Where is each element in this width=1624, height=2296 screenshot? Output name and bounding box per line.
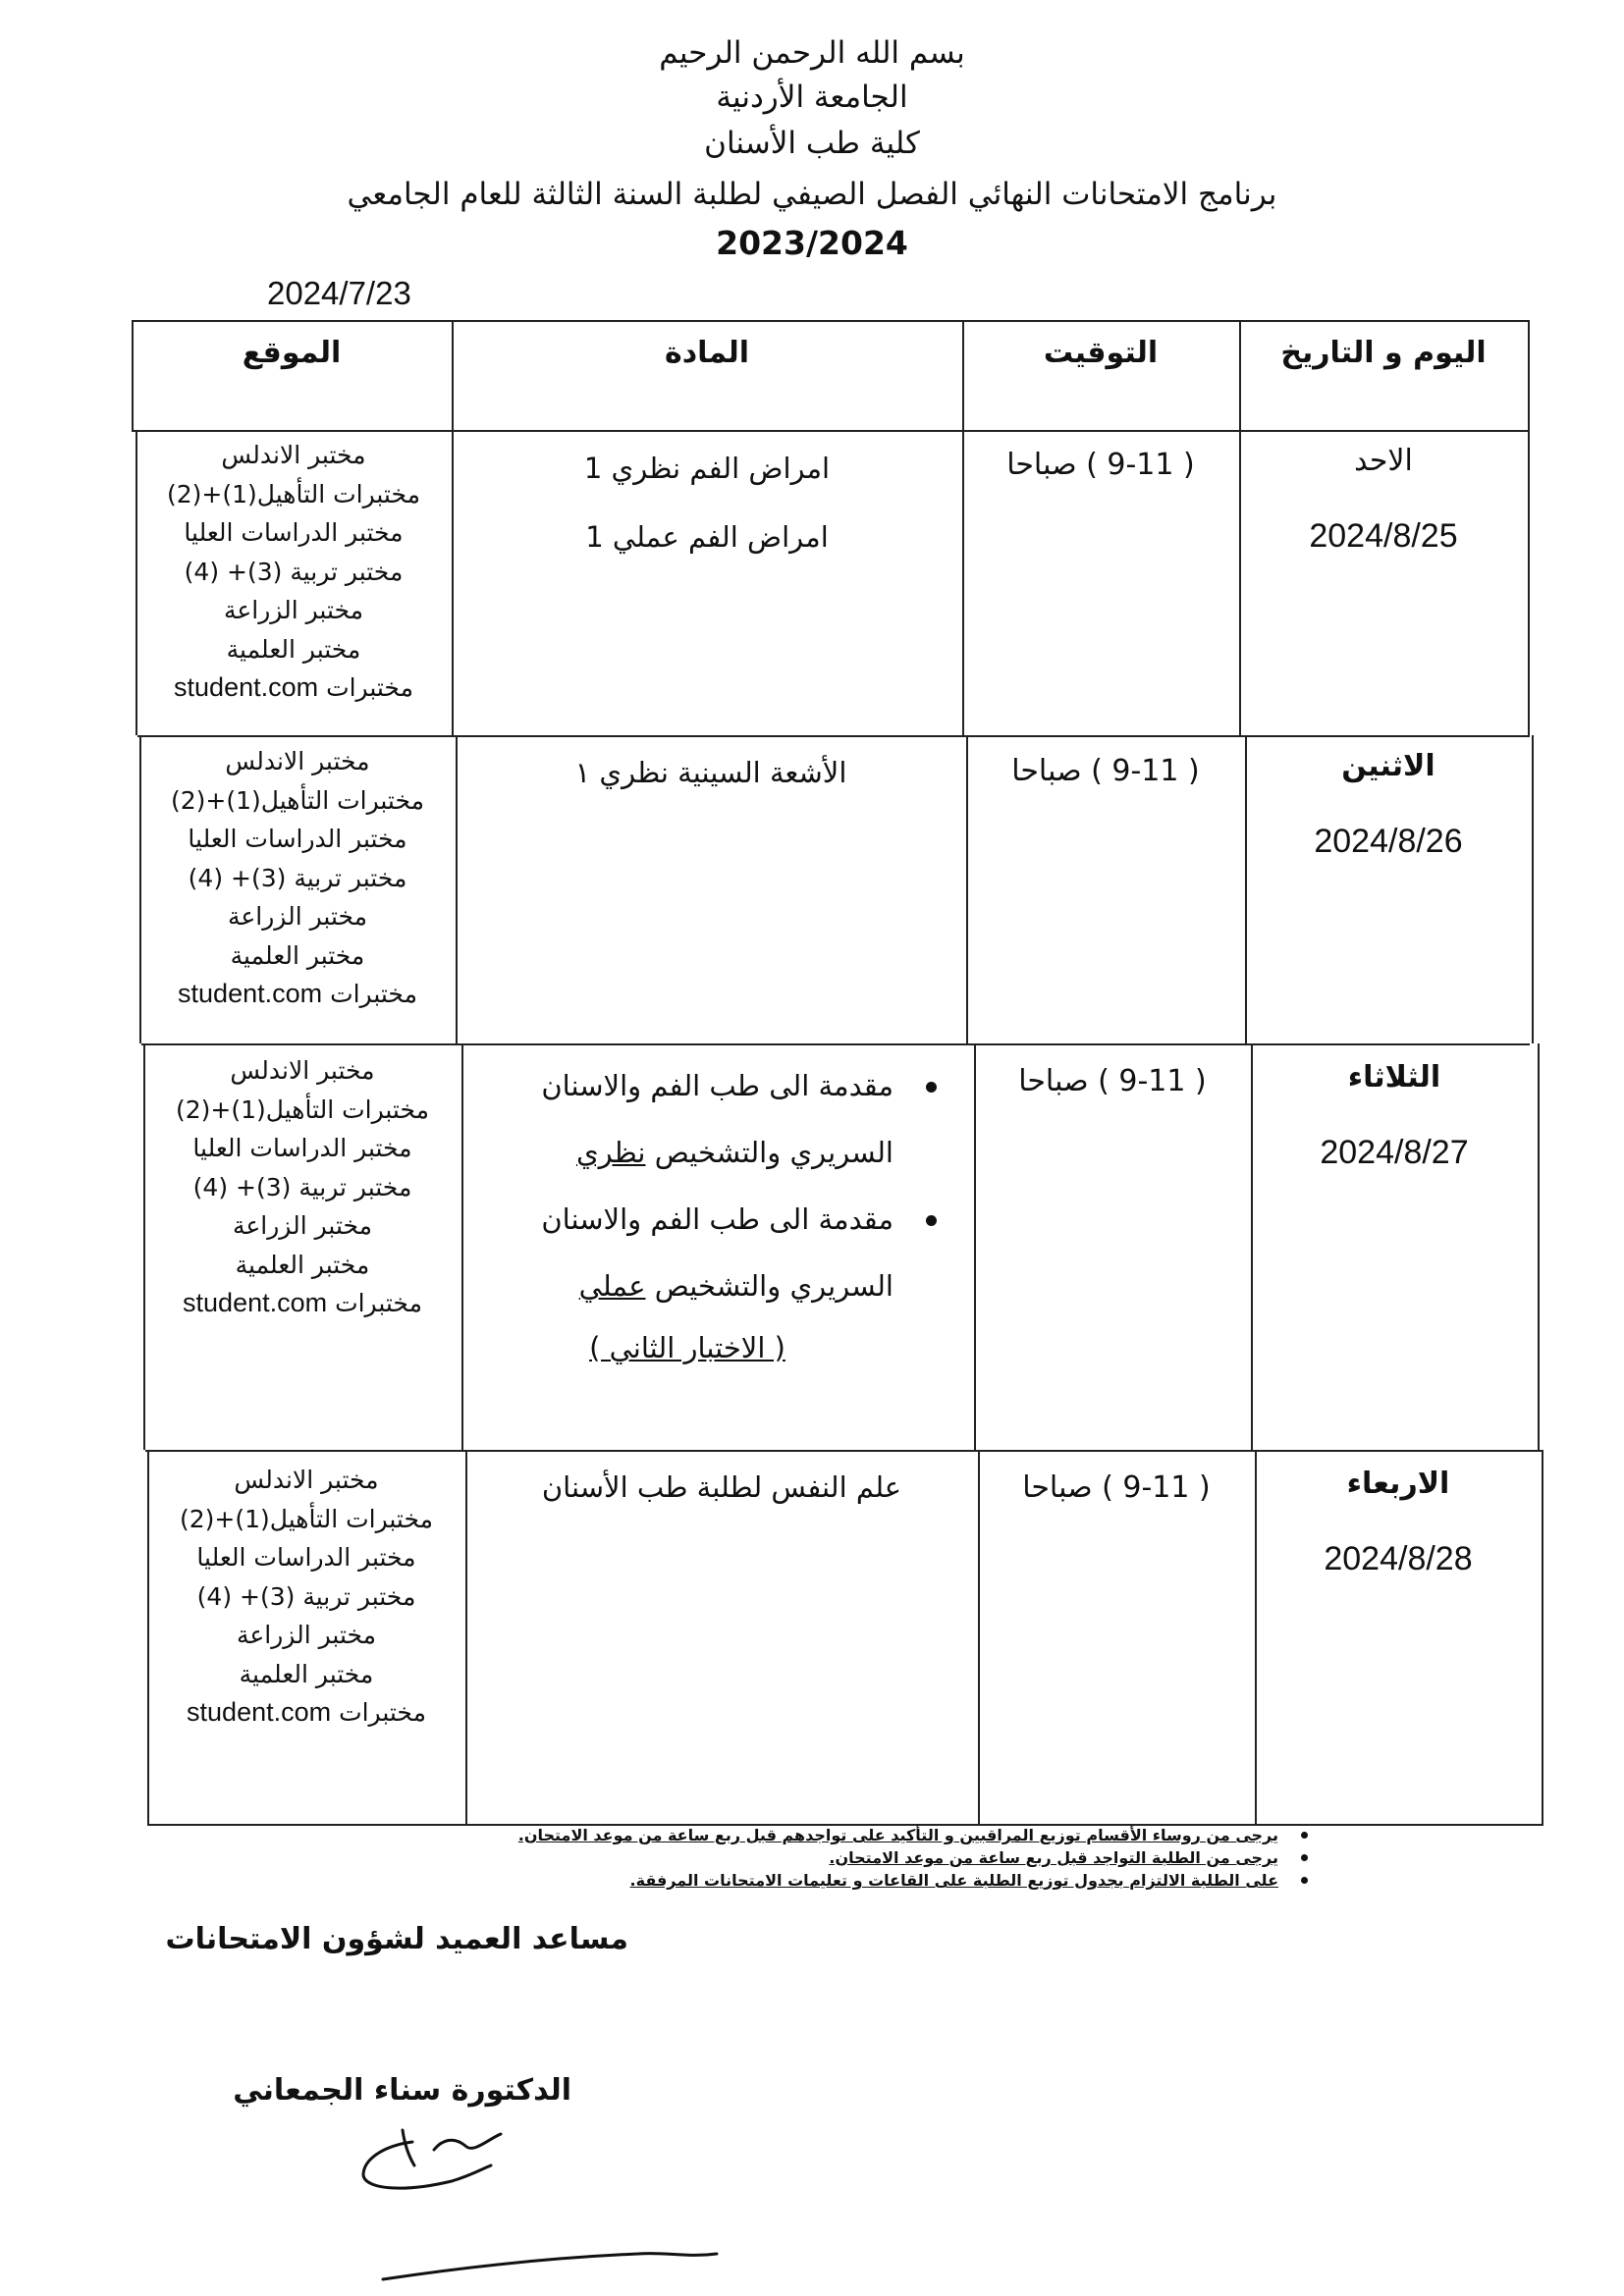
- note-text: يرجى من الطلبة التواجد قبل ربع ساعة من موعد الامتحان.: [829, 1848, 1278, 1867]
- location-line: مختبر تربية (3)+ (4): [184, 557, 404, 586]
- subject-line: مقدمة الى طب الفم والاسنان: [541, 1069, 893, 1102]
- col-line: [1532, 735, 1534, 1043]
- location-site: student.com: [174, 672, 319, 702]
- table-row-1-location: [135, 436, 452, 708]
- location-line: مختبرات التأهيل(1)+(2): [175, 1095, 430, 1124]
- location-line: مختبر الاندلس: [225, 747, 370, 775]
- subject-line: مقدمة الى طب الفم والاسنان: [541, 1202, 893, 1236]
- table-row-2-day-date: [1245, 749, 1532, 861]
- subject-line-2: [511, 1119, 893, 1186]
- location-line: مختبر الزراعة: [236, 1621, 377, 1649]
- table-row-2-location: [139, 742, 456, 1014]
- basmala: بسم الله الرحمن الرحيم: [659, 35, 965, 71]
- location-line: مختبرات التأهيل(1)+(2): [179, 1504, 434, 1533]
- table-row-4-day-date: [1255, 1467, 1542, 1578]
- table-row-4-location: [147, 1461, 465, 1733]
- subject-bullet-list: [511, 1052, 943, 1319]
- col-line: [1542, 1450, 1543, 1826]
- subject-line: السريري والتشخيص: [654, 1269, 893, 1303]
- location-line: مختبرات التأهيل(1)+(2): [170, 785, 425, 815]
- table-border-top: [132, 320, 1530, 322]
- subject-label: علم النفس لطلبة طب الأسنان: [541, 1470, 902, 1504]
- row-separator: [141, 1043, 1530, 1045]
- location-line: مختبر العلمية: [235, 1250, 370, 1279]
- bullet-icon: [1301, 1832, 1308, 1839]
- header-separator: [132, 430, 1530, 432]
- location-line: مختبر الاندلس: [221, 441, 366, 469]
- subject-label: امراض الفم عملي 1: [585, 520, 829, 554]
- date-label: 2024/8/25: [1309, 517, 1458, 555]
- notes-list: [330, 1824, 1312, 1892]
- col-line: [1528, 320, 1530, 735]
- date-label: 2024/8/28: [1324, 1540, 1473, 1577]
- handwritten-signature: [344, 2110, 756, 2287]
- row-separator: [137, 735, 1530, 737]
- row-separator: [145, 1450, 1543, 1452]
- table-row-1-subject: [452, 434, 962, 571]
- location-line: مختبر الدراسات العليا: [184, 518, 404, 547]
- location-word: مختبرات: [330, 980, 417, 1008]
- list-item: [330, 1824, 1312, 1846]
- date-label: 2024/8/26: [1314, 823, 1463, 860]
- signatory-role: مساعد العميد لشؤون الامتحانات: [165, 1922, 628, 1956]
- note-text: على الطلبة الالتزام بجدول توزيع الطلبة على القاعات و تعليمات الامتحانات المرفقة.: [629, 1871, 1278, 1890]
- location-line-last: [135, 668, 452, 708]
- table-row-3-location: [143, 1051, 461, 1323]
- location-line: مختبر العلمية: [226, 634, 361, 664]
- subject-label: امراض الفم نظري 1: [583, 452, 831, 485]
- location-site: student.com: [187, 1697, 332, 1727]
- table-row-4-subject: [465, 1453, 978, 1522]
- subject-line-2: [511, 1253, 893, 1319]
- subject-type: عملي: [578, 1269, 646, 1303]
- location-line: مختبر الزراعة: [227, 902, 368, 931]
- header-location: الموقع: [242, 336, 342, 370]
- location-line: مختبر الدراسات العليا: [192, 1134, 412, 1162]
- day-label: الاثنين: [1341, 749, 1435, 783]
- time-label: ( 9-11 ) صباحا: [1011, 754, 1200, 788]
- table-row-1-day-date: [1239, 444, 1528, 556]
- university-name: الجامعة الأردنية: [716, 80, 908, 115]
- location-line: مختبر العلمية: [239, 1659, 374, 1688]
- time-label: ( 9-11 ) صباحا: [1018, 1064, 1207, 1098]
- time-label: ( 9-11 ) صباحا: [1022, 1470, 1211, 1505]
- location-line: مختبر الاندلس: [230, 1056, 375, 1085]
- location-site: student.com: [183, 1288, 328, 1317]
- academic-year: 2023/2024: [716, 224, 908, 262]
- location-line: مختبر الاندلس: [234, 1466, 379, 1494]
- subject-type: نظري: [575, 1136, 646, 1169]
- table-row-2-subject: [456, 738, 966, 807]
- location-line: مختبرات التأهيل(1)+(2): [166, 479, 421, 508]
- location-line: مختبر تربية (3)+ (4): [188, 863, 407, 892]
- bullet-icon: [1301, 1877, 1308, 1884]
- program-title: برنامج الامتحانات النهائي الفصل الصيفي لطلبة السنة الثالثة للعام الجامعي: [347, 177, 1277, 212]
- header-subject: المادة: [664, 336, 750, 370]
- list-item: [330, 1869, 1312, 1892]
- col-line: [962, 320, 964, 735]
- bullet-icon: [1301, 1854, 1308, 1861]
- faculty-name: كلية طب الأسنان: [704, 126, 920, 161]
- signatory-name: الدكتورة سناء الجمعاني: [233, 2073, 571, 2108]
- table-row-3-day-date: [1251, 1060, 1538, 1172]
- location-line: مختبر تربية (3)+ (4): [192, 1172, 412, 1201]
- location-line: مختبر تربية (3)+ (4): [196, 1581, 416, 1611]
- location-line: مختبر العلمية: [230, 940, 365, 970]
- document-date: 2024/7/23: [267, 275, 411, 311]
- col-line: [1538, 1043, 1540, 1450]
- col-line: [978, 1450, 980, 1824]
- list-item: [330, 1846, 1312, 1869]
- location-word: مختبرات: [326, 673, 413, 702]
- list-item: [511, 1186, 943, 1319]
- exam-note: ( الاختبار الثاني ): [589, 1331, 785, 1364]
- col-line: [461, 1043, 463, 1450]
- subject-label: الأشعة السينية نظري ١: [574, 756, 847, 789]
- header-day-date: اليوم و التاريخ: [1280, 336, 1487, 370]
- col-line: [974, 1043, 976, 1450]
- day-label: الاربعاء: [1346, 1467, 1450, 1501]
- location-line-last: [147, 1693, 465, 1733]
- location-line-last: [143, 1284, 461, 1323]
- note-text: يرجى من روساء الأقسام توزيع المراقبين و التأكيد على تواجدهم قبل ربع ساعة من موعد الامتحان.: [517, 1826, 1278, 1844]
- location-line: مختبر الدراسات العليا: [196, 1543, 416, 1572]
- bullet-icon: [926, 1215, 937, 1226]
- header-time: التوقيت: [1043, 336, 1159, 370]
- location-line: مختبر الزراعة: [223, 596, 364, 624]
- date-label: 2024/8/27: [1320, 1134, 1469, 1171]
- day-label: الثلاثاء: [1347, 1060, 1441, 1095]
- location-line: مختبر الزراعة: [232, 1211, 373, 1240]
- table-row-3-subject: [511, 1052, 943, 1319]
- time-label: ( 9-11 ) صباحا: [1006, 448, 1195, 482]
- day-label: الاحد: [1354, 444, 1413, 478]
- location-line: مختبر الدراسات العليا: [188, 825, 407, 853]
- location-word: مختبرات: [339, 1698, 426, 1727]
- list-item: [511, 1052, 943, 1186]
- bullet-icon: [926, 1082, 937, 1093]
- location-site: student.com: [178, 979, 323, 1008]
- subject-line: السريري والتشخيص: [654, 1136, 893, 1169]
- location-line-last: [139, 975, 456, 1014]
- location-word: مختبرات: [335, 1289, 422, 1317]
